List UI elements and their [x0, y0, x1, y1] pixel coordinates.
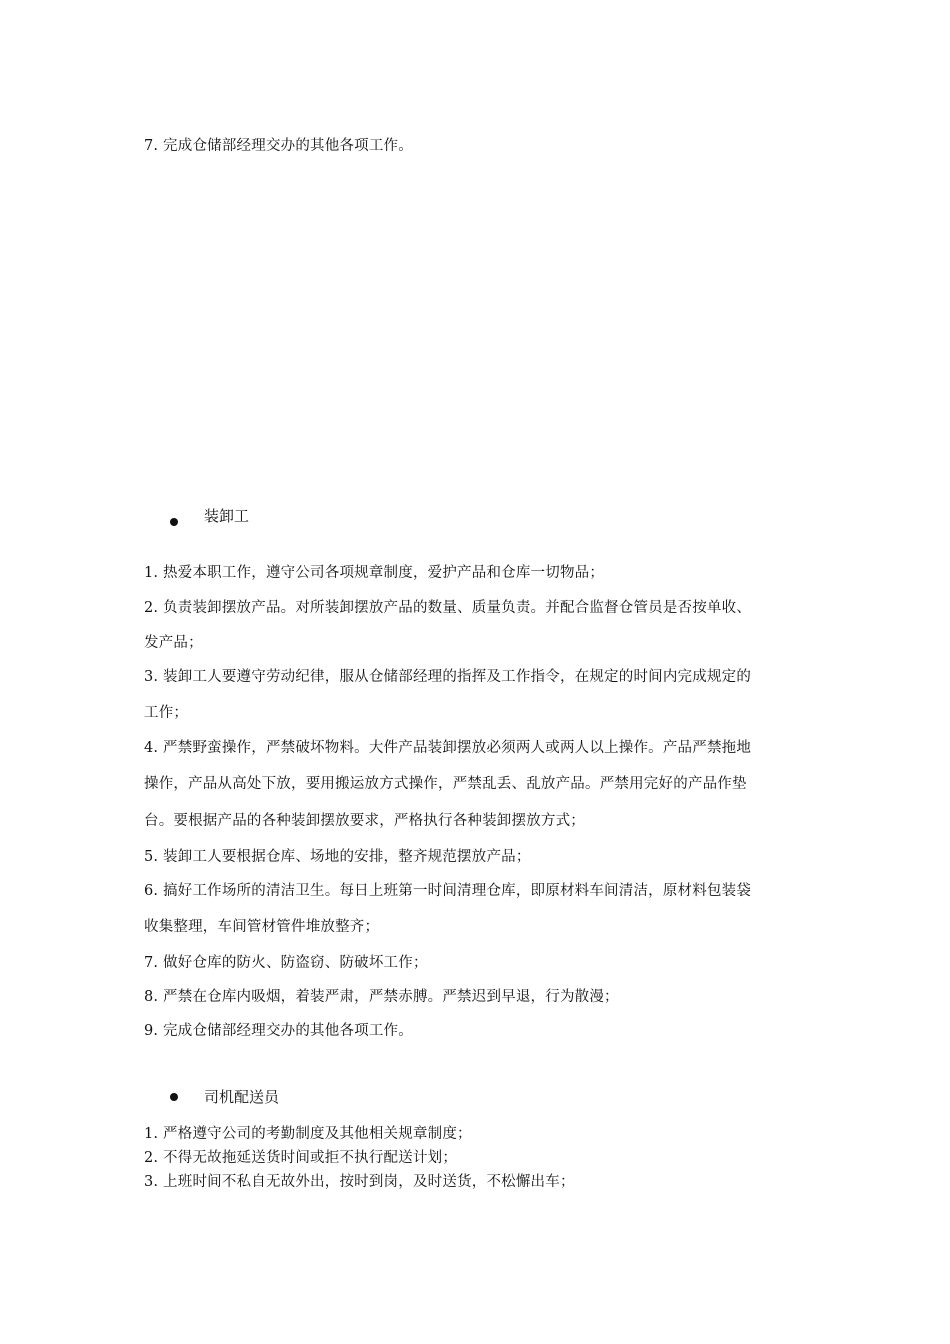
top-item-7: 7. 完成仓储部经理交办的其他各项工作。	[144, 138, 413, 154]
driver-line-3: 3. 上班时间不私自无故外出，按时到岗，及时送货，不松懈出车；	[144, 1174, 575, 1190]
loader-line-2: 2. 负责装卸摆放产品。对所装卸摆放产品的数量、质量负责。并配合监督仓管员是否按单收、	[144, 600, 752, 616]
driver-line-2: 2. 不得无故拖延送货时间或拒不执行配送计划；	[144, 1150, 458, 1166]
bullet-icon	[170, 1093, 178, 1101]
loader-line-4-cont2: 台。要根据产品的各种装卸摆放要求，严格执行各种装卸摆放方式；	[144, 813, 585, 829]
loader-line-6-cont: 收集整理，车间管材管件堆放整齐；	[144, 919, 380, 935]
loader-line-9: 9. 完成仓储部经理交办的其他各项工作。	[144, 1023, 413, 1039]
loader-line-5: 5. 装卸工人要根据仓库、场地的安排，整齐规范摆放产品；	[144, 849, 531, 865]
loader-line-3: 3. 装卸工人要遵守劳动纪律，服从仓储部经理的指挥及工作指令，在规定的时间内完成规定的	[144, 669, 752, 685]
driver-line-1: 1. 严格遵守公司的考勤制度及其他相关规章制度；	[144, 1126, 472, 1142]
bullet-icon	[170, 518, 178, 526]
loader-line-8: 8. 严禁在仓库内吸烟，着装严肃，严禁赤膊。严禁迟到早退，行为散漫；	[144, 989, 619, 1005]
loader-line-6: 6. 搞好工作场所的清洁卫生。每日上班第一时间清理仓库，即原材料车间清洁，原材料包装袋	[144, 883, 752, 899]
section-heading-loader: 装卸工	[204, 507, 250, 525]
loader-line-1: 1. 热爱本职工作，遵守公司各项规章制度，爱护产品和仓库一切物品；	[144, 565, 605, 581]
loader-line-3-cont: 工作；	[144, 705, 189, 721]
loader-line-7: 7. 做好仓库的防火、防盗窃、防破坏工作；	[144, 955, 428, 971]
loader-line-4: 4. 严禁野蛮操作，严禁破坏物料。大件产品装卸摆放必须两人或两人以上操作。产品严禁拖地	[144, 740, 752, 756]
loader-line-4-cont: 操作，产品从高处下放，要用搬运放方式操作，严禁乱丢、乱放产品。严禁用完好的产品作垫	[144, 776, 747, 792]
loader-line-2-cont: 发产品；	[144, 635, 203, 651]
section-heading-driver: 司机配送员	[204, 1088, 280, 1106]
